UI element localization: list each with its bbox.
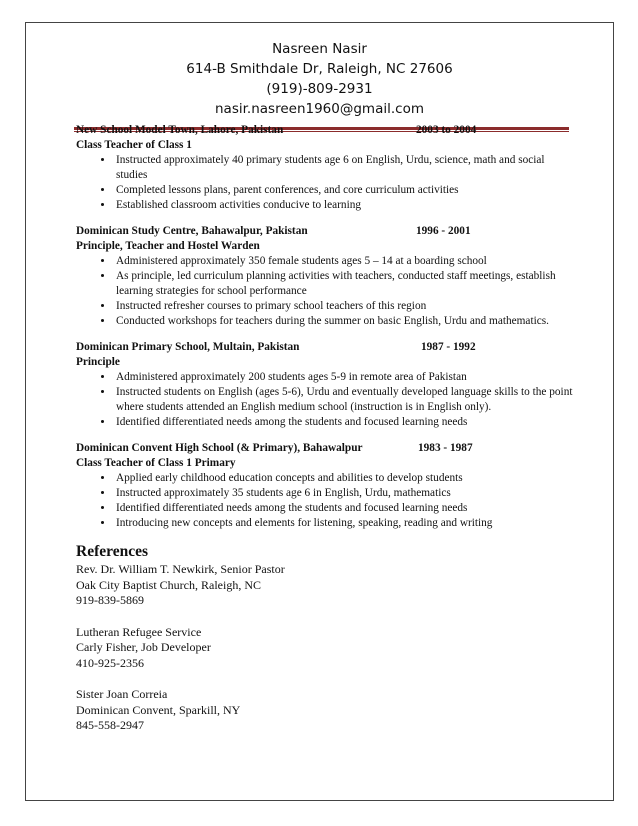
job-bullets (76, 254, 576, 329)
reference-line: Dominican Convent, Sparkill, NY (76, 702, 241, 717)
bullet-item: • Introducing new concepts and elements for listening, speaking, reading and writing (114, 516, 576, 531)
bullet-item: • Applied early childhood education concepts and abilities to develop students (114, 471, 576, 486)
bullet-item: • Identified differentiated needs among the students and focused learning needs (114, 501, 576, 516)
job-org: Dominican Study Centre, Bahawalpur, Pakistan (76, 225, 308, 237)
job-org: Dominican Primary School, Multain, Pakistan (76, 341, 300, 353)
reference-entry (76, 562, 576, 609)
bullet-item: • Instructed refresher courses to primary school teachers of this region (114, 299, 576, 314)
bullet-item: • Instructed students on English (ages 5-6), Urdu and eventually developed language skills to the point where students attended an English medium school (instruction is in English only). (114, 385, 576, 415)
job-role: Principle, Teacher and Hostel Warden (76, 240, 260, 252)
job-entry (76, 123, 576, 213)
job-role: Class Teacher of Class 1 (76, 139, 192, 151)
job-heading (76, 340, 576, 355)
job-dates: 1996 - 2001 (416, 225, 471, 237)
job-entry (76, 224, 576, 329)
job-org: Dominican Convent High School (& Primary), Bahawalpur (76, 442, 363, 454)
bullet-item: • Established classroom activities conducive to learning (114, 198, 576, 213)
job-entry (76, 441, 576, 531)
resume-body (76, 123, 576, 750)
email: nasir.nasreen1960@gmail.com (215, 101, 424, 117)
job-heading (76, 123, 576, 138)
resume-page (25, 22, 614, 801)
reference-line: 845-558-2947 (76, 718, 144, 732)
contact-header (26, 39, 613, 119)
bullet-item: • Completed lessons plans, parent conferences, and core curriculum activities (114, 183, 576, 198)
bullet-item: • Identified differentiated needs among the students and focused learning needs (114, 415, 576, 430)
reference-entry (76, 625, 576, 672)
bullet-item: • Administered approximately 200 students ages 5-9 in remote area of Pakistan (114, 370, 576, 385)
reference-line: 410-925-2356 (76, 655, 144, 670)
job-role: Principle (76, 356, 120, 368)
reference-entry (76, 687, 576, 734)
reference-line: Oak City Baptist Church, Raleigh, NC (76, 577, 261, 592)
reference-line: Lutheran Refugee Service (76, 624, 202, 639)
references-heading: References (76, 543, 149, 560)
name: Nasreen Nasir (272, 41, 367, 57)
phone: (919)-809-2931 (266, 81, 373, 97)
bullet-item: • Instructed approximately 35 students age 6 in English, Urdu, mathematics (114, 486, 576, 501)
job-org: New School Model Town, Lahore, Pakistan (76, 124, 284, 136)
bullet-item: • Instructed approximately 40 primary students age 6 on English, Urdu, science, math and social studies (114, 153, 576, 183)
bullet-item: • As principle, led curriculum planning activities with teachers, conducted staff meetings, establish learning strategies for school performance (114, 269, 576, 299)
reference-line: Sister Joan Correia (76, 687, 168, 701)
address: 614-B Smithdale Dr, Raleigh, NC 27606 (186, 61, 453, 77)
bullet-item: • Conducted workshops for teachers during the summer on basic English, Urdu and mathematics. (114, 314, 576, 329)
reference-line: Rev. Dr. William T. Newkirk, Senior Pastor (76, 562, 285, 576)
bullet-item: • Administered approximately 350 female students ages 5 – 14 at a boarding school (114, 254, 576, 269)
job-bullets (76, 471, 576, 531)
reference-line: 919-839-5869 (76, 593, 144, 607)
reference-line: Carly Fisher, Job Developer (76, 640, 211, 654)
job-dates: 2003 to 2004 (416, 124, 477, 136)
job-bullets (76, 370, 576, 430)
job-entry (76, 340, 576, 430)
job-dates: 1987 - 1992 (421, 341, 476, 353)
job-bullets (76, 153, 576, 213)
job-dates: 1983 - 1987 (418, 442, 473, 454)
job-heading (76, 224, 576, 239)
job-heading (76, 441, 576, 456)
job-role: Class Teacher of Class 1 Primary (76, 457, 236, 469)
